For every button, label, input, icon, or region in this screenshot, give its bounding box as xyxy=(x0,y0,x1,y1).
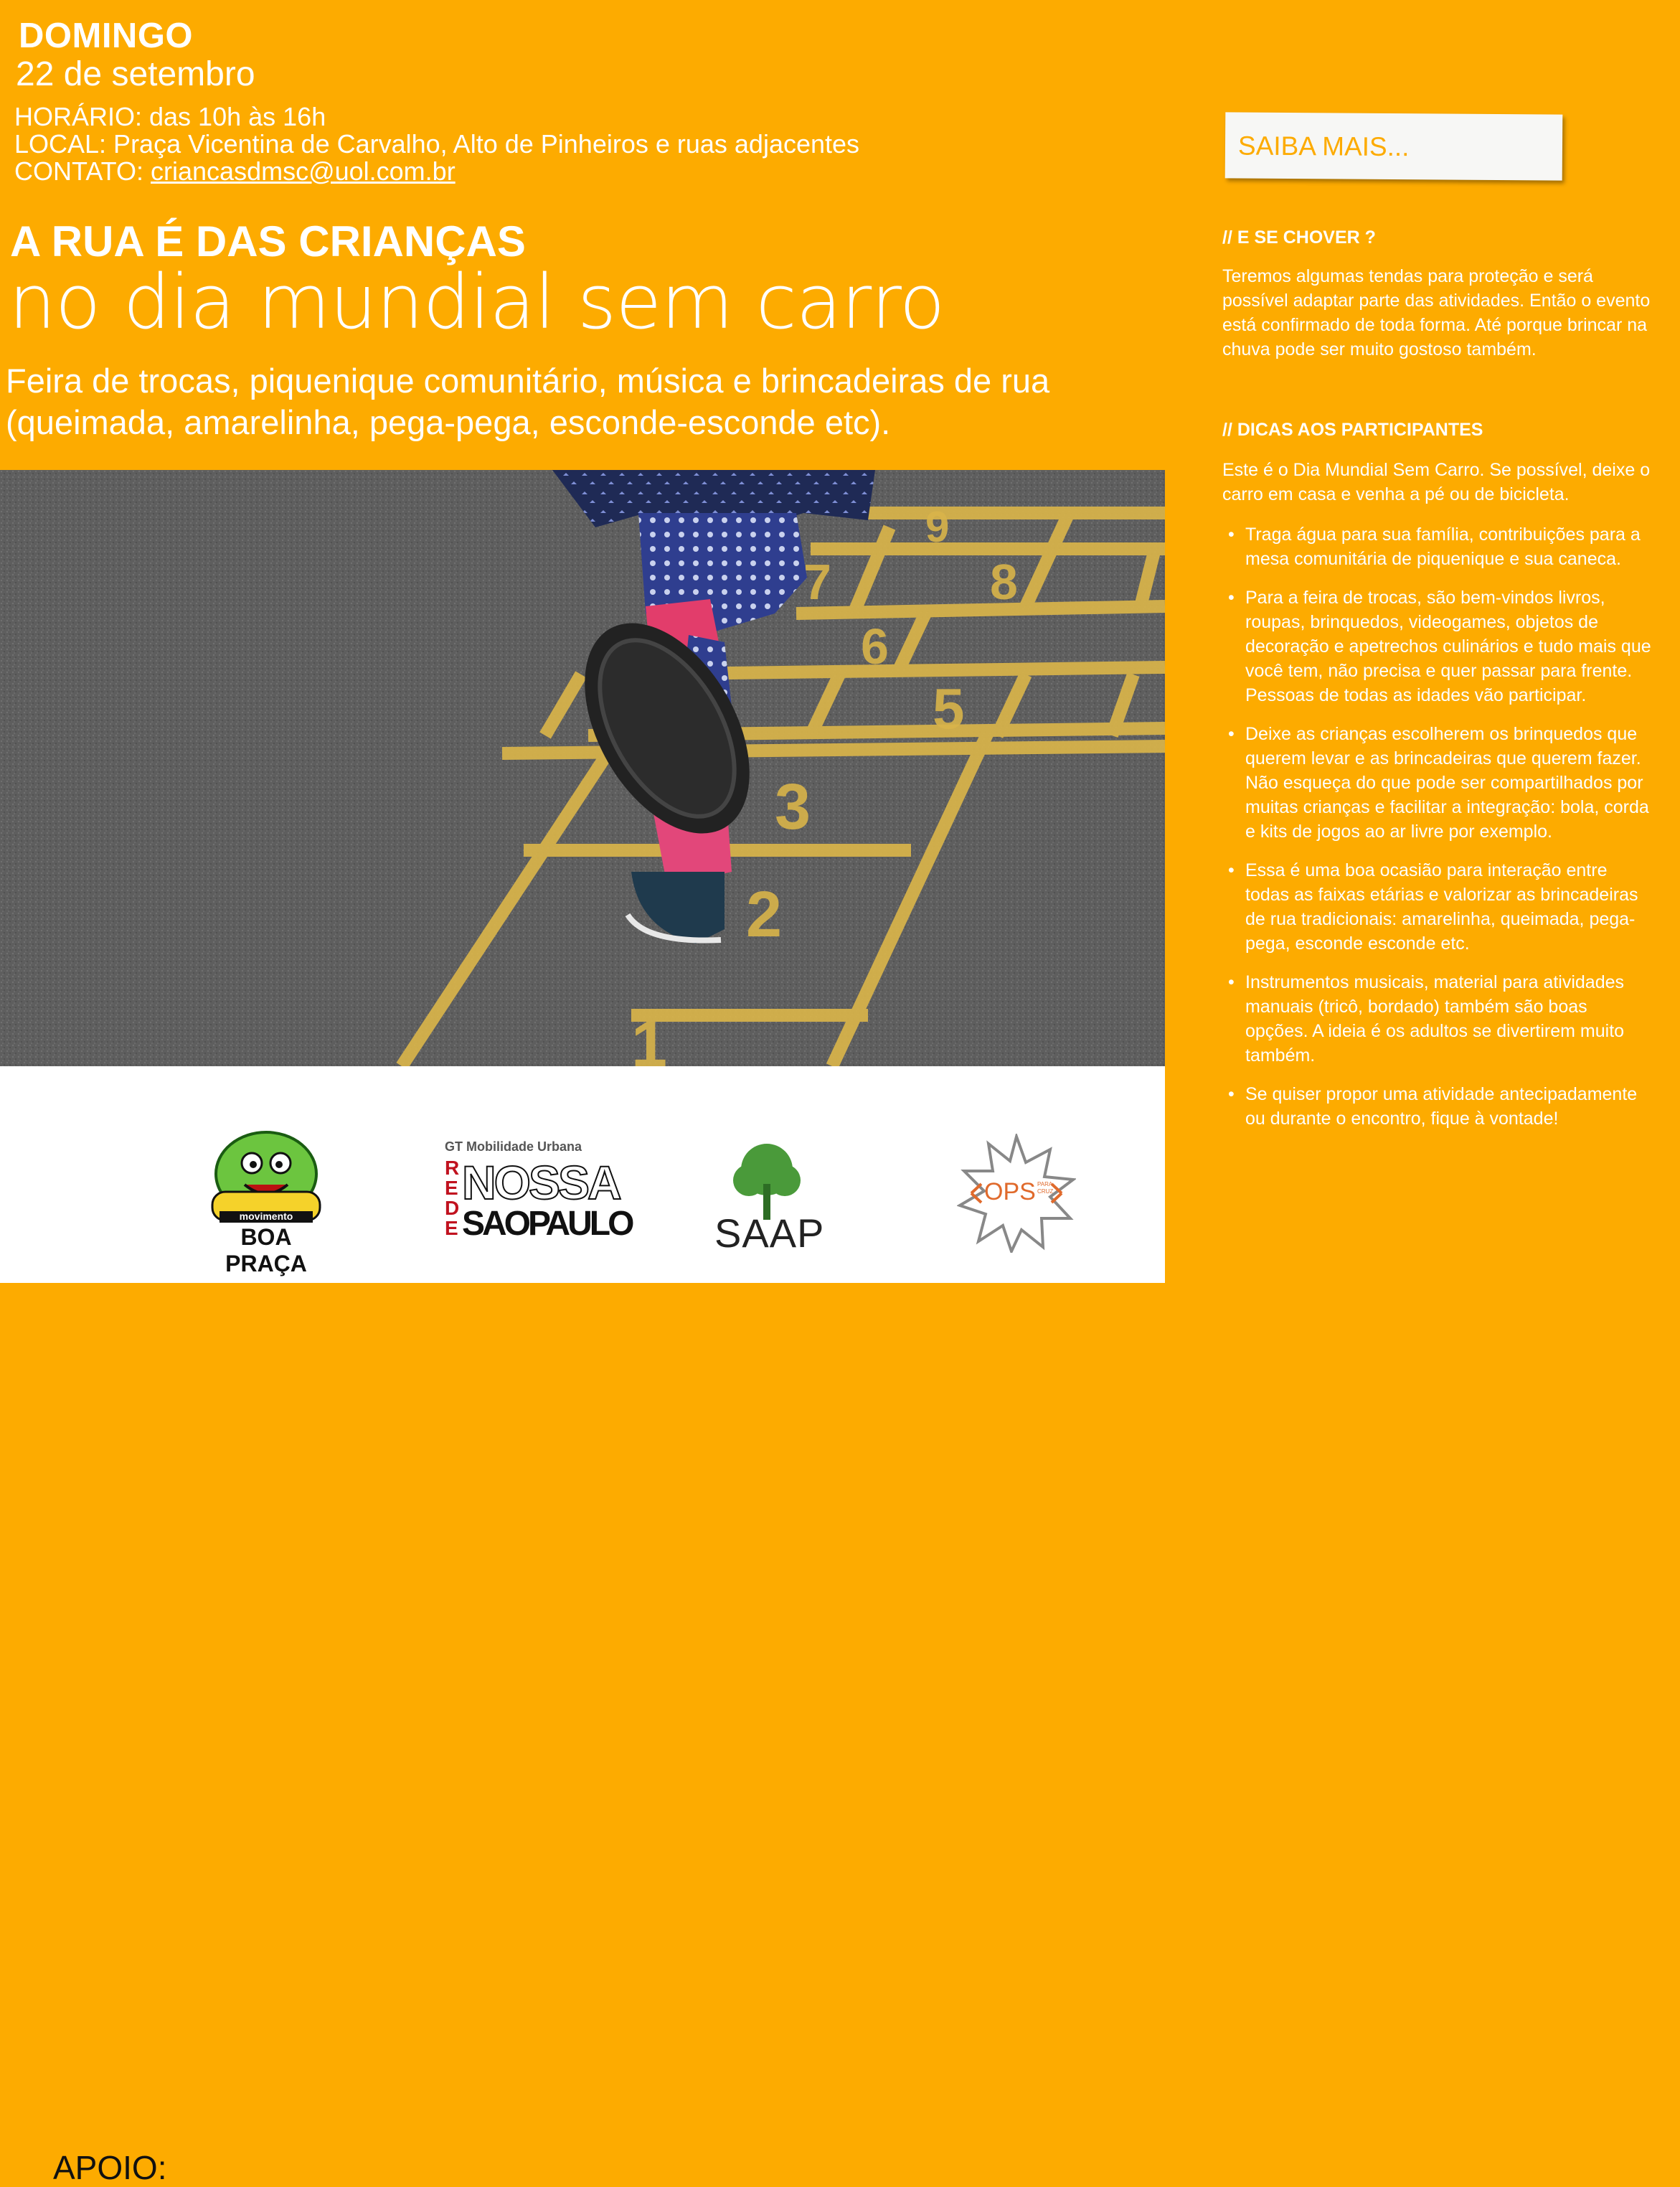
saiba-mais-label: SAIBA MAIS... xyxy=(1237,131,1410,162)
hopscotch-number: 1 xyxy=(631,1009,668,1066)
event-info xyxy=(14,103,859,185)
nossa-sp-rede: R E D E xyxy=(445,1157,460,1239)
bullet-icon: • xyxy=(1228,588,1235,608)
bullet-icon: • xyxy=(1228,972,1235,992)
event-place: LOCAL: Praça Vicentina de Carvalho, Alto de Pinheiros e ruas adjacentes xyxy=(14,129,860,159)
list-item: • Instrumentos musicais, material para atividades manuais (tricô, bordado) também são boas opções. A ideia é os adultos se divertirem muito também. xyxy=(1228,970,1651,1068)
list-item: • Se quiser propor uma atividade antecipadamente ou durante o encontro, fique à vontade! xyxy=(1228,1082,1651,1131)
rain-text: Teremos algumas tendas para proteção e será possível adaptar parte das atividades. Então o evento está confirmado de toda forma. Até porque brincar na chuva pode ser muito gostoso também. xyxy=(1222,266,1651,359)
subheadline: no dia mundial sem carro xyxy=(9,258,945,346)
list-item: • Para a feira de trocas, são bem-vindos livros, roupas, brinquedos, videogames, objetos de decoração e apetrechos culinários e tudo mais que você tem, não precisa e quer passar para frente. Pessoas de todas as idades vão participar. xyxy=(1228,585,1651,707)
nossa-sp-nossa: NOSSA xyxy=(462,1156,620,1209)
tree-icon xyxy=(713,1141,821,1220)
hopscotch-illustration xyxy=(0,470,1165,1066)
contact-label: CONTATO: xyxy=(14,156,151,186)
ops-side-text: PARA CRUZ xyxy=(1037,1181,1054,1195)
boa-praca-logo xyxy=(205,1124,327,1276)
saiba-mais-button[interactable] xyxy=(1225,112,1563,180)
bullet-icon: • xyxy=(1228,525,1235,545)
bullet-icon: • xyxy=(1228,724,1235,744)
hopscotch-number: 3 xyxy=(775,771,811,843)
nossa-sp-top: GT Mobilidade Urbana xyxy=(445,1139,582,1154)
bullet-icon: • xyxy=(1228,860,1235,880)
hopscotch-number: 9 xyxy=(925,503,950,551)
hopscotch-photo xyxy=(0,470,1165,1066)
bullet-icon: • xyxy=(1228,1084,1235,1104)
list-item: • Deixe as crianças escolherem os brinquedos que querem levar e as brincadeiras que querem fazer. Não esqueça do que pode ser compartilhados por muitas crianças e facilitar a integração: bola, corda e kits de jogos ao ar livre por exemplo. xyxy=(1228,722,1651,844)
boa-praca-line2: BOA PRAÇA xyxy=(225,1224,307,1276)
event-contact xyxy=(14,158,859,185)
rain-title: // E SE CHOVER ? xyxy=(1222,227,1376,248)
list-item: • Essa é uma boa ocasião para interação entre todas as faixas etárias e valorizar as brincadeiras de rua tradicionais: amarelinha, queimada, pega-pega, esconde esconde etc. xyxy=(1228,858,1651,956)
tips-list xyxy=(1228,522,1651,1145)
support-label: APOIO: xyxy=(53,2149,167,2186)
hopscotch-number: 2 xyxy=(746,879,783,951)
saap-logo xyxy=(713,1141,825,1256)
nossa-sao-paulo-logo xyxy=(445,1139,632,1243)
lead-text: Feira de trocas, piquenique comunitário, música e brincadeiras de rua (queimada, amarelinha, pega-pega, esconde-esconde etc). xyxy=(6,362,1050,441)
saap-text: SAAP xyxy=(714,1210,825,1256)
event-day: DOMINGO xyxy=(19,17,194,55)
rain-section xyxy=(1222,225,1653,362)
support-section xyxy=(0,1066,1165,2186)
list-item: • Traga água para sua família, contribuições para a mesa comunitária de piquenique e sua caneca. xyxy=(1228,522,1651,571)
hopscotch-number: 8 xyxy=(990,554,1018,610)
hopscotch-number: 6 xyxy=(861,619,889,674)
contact-email-link[interactable]: criancasdmsc@uol.com.br xyxy=(151,156,456,186)
tips-title: // DICAS AOS PARTICIPANTES xyxy=(1222,420,1483,440)
nossa-sp-saopaulo: SAOPAULO xyxy=(462,1205,632,1243)
event-time: HORÁRIO: das 10h às 16h xyxy=(14,102,326,131)
ops-logo xyxy=(957,1134,1076,1253)
tips-intro: Este é o Dia Mundial Sem Carro. Se possível, deixe o carro em casa e venha a pé ou de bicicleta. xyxy=(1222,460,1651,504)
ops-text: OPS xyxy=(984,1178,1036,1205)
tips-section xyxy=(1222,418,1653,507)
hopscotch-number: 7 xyxy=(803,554,831,610)
hopscotch-number: 5 xyxy=(933,677,965,740)
event-date: 22 de setembro xyxy=(16,55,255,93)
headline: A RUA É DAS CRIANÇAS xyxy=(10,217,526,265)
boa-praca-line1: movimento xyxy=(239,1210,293,1222)
